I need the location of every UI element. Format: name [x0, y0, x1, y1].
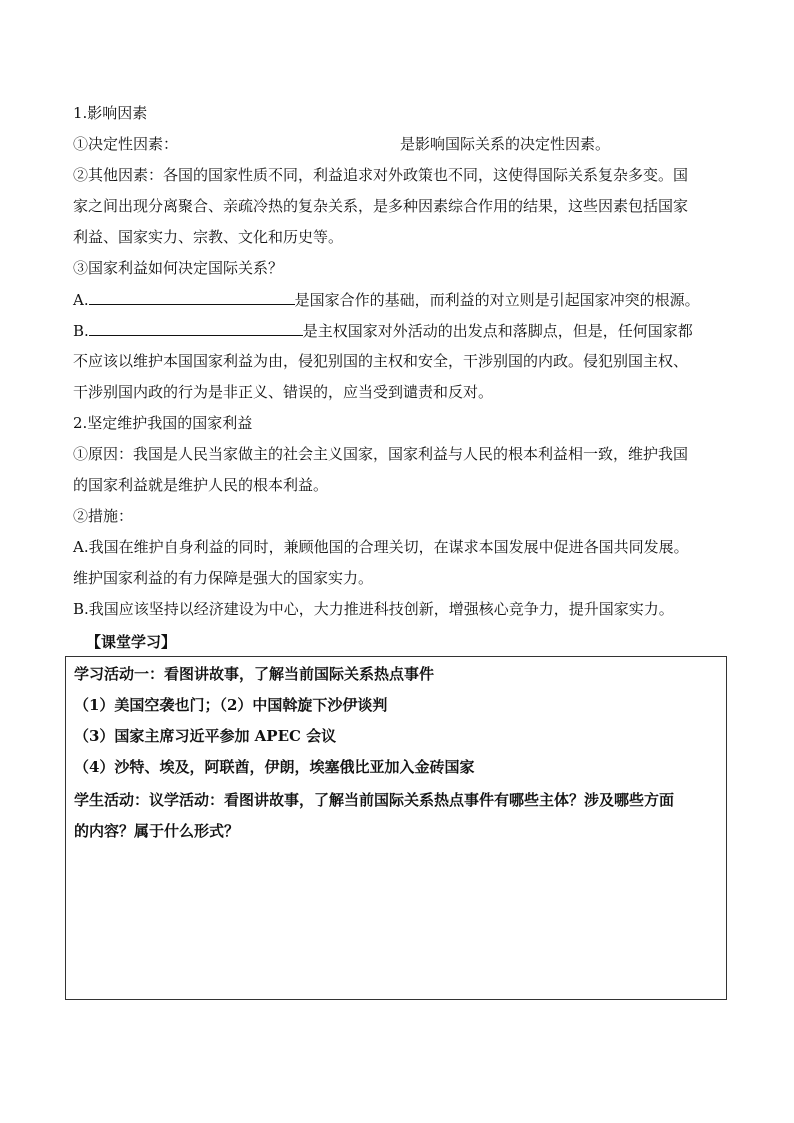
- decisive-factor-rest: 是影响国际关系的决定性因素。: [400, 135, 611, 153]
- item-b-line-2: 不应该以维护本国国家利益为由，侵犯别国的主权和安全，干涉别国的内政。侵犯别国主权、: [73, 352, 689, 370]
- item-b-line: [73, 320, 693, 341]
- item-a-rest: 是国家合作的基础，而利益的对立则是引起国家冲突的根源。: [294, 291, 700, 309]
- event-line-3: （4）沙特、埃及，阿联酋，伊朗，埃塞俄比亚加入金砖国家: [74, 758, 475, 776]
- interest-question: ③国家利益如何决定国际关系？: [73, 259, 284, 277]
- activity-box: [65, 656, 727, 1000]
- decisive-factor-label: ①决定性因素：: [73, 135, 179, 153]
- item-b-blank[interactable]: [89, 320, 303, 336]
- measure-a-line-2: 维护国家利益的有力保障是强大的国家实力。: [73, 569, 374, 587]
- measure-b-line: B.我国应该坚持以经济建设为中心，大力推进科技创新，增强核心竞争力，提升国家实力。: [73, 600, 674, 618]
- classroom-heading: 【课堂学习】: [86, 633, 177, 651]
- section-heading-safeguard: 2.坚定维护我国的国家利益: [73, 414, 253, 432]
- decisive-factor-line: [73, 134, 610, 154]
- reason-line-2: 的国家利益就是维护人民的根本利益。: [73, 476, 329, 494]
- other-factors-line-1: ②其他因素：各国的国家性质不同，利益追求对外政策也不同，这使得国际关系复杂多变。国: [73, 166, 689, 184]
- student-activity-line-1: 学生活动：议学活动：看图讲故事，了解当前国际关系热点事件有哪些主体？涉及哪些方面: [74, 791, 675, 809]
- event-line-2: （3）国家主席习近平参加 APEC 会议: [74, 727, 337, 745]
- item-a-blank[interactable]: [89, 289, 295, 305]
- measure-a-line-1: A.我国在维护自身利益的同时，兼顾他国的合理关切，在谋求本国发展中促进各国共同发展。: [73, 538, 689, 556]
- item-b-prefix: B.: [73, 322, 89, 340]
- section-heading-factors: 1.影响因素: [73, 104, 148, 122]
- other-factors-line-2: 家之间出现分离聚合、亲疏冷热的复杂关系，是多种因素综合作用的结果，这些因素包括国家: [73, 197, 689, 215]
- item-b-line-3: 干涉别国内政的行为是非正义、错误的，应当受到谴责和反对。: [73, 383, 494, 401]
- activity-title: 学习活动一：看图讲故事，了解当前国际关系热点事件: [74, 665, 435, 683]
- reason-line-1: ①原因：我国是人民当家做主的社会主义国家，国家利益与人民的根本利益相一致，维护我国: [73, 445, 689, 463]
- item-a-prefix: A.: [73, 291, 89, 309]
- item-a-line: [73, 289, 700, 310]
- student-activity-line-2: 的内容？属于什么形式？: [74, 822, 240, 840]
- item-b-rest: 是主权国家对外活动的出发点和落脚点，但是，任何国家都: [302, 322, 693, 340]
- other-factors-line-3: 利益、国家实力、宗教、文化和历史等。: [73, 228, 344, 246]
- event-line-1: （1）美国空袭也门；（2）中国斡旋下沙伊谈判: [74, 696, 388, 714]
- measures-label: ②措施：: [73, 507, 134, 525]
